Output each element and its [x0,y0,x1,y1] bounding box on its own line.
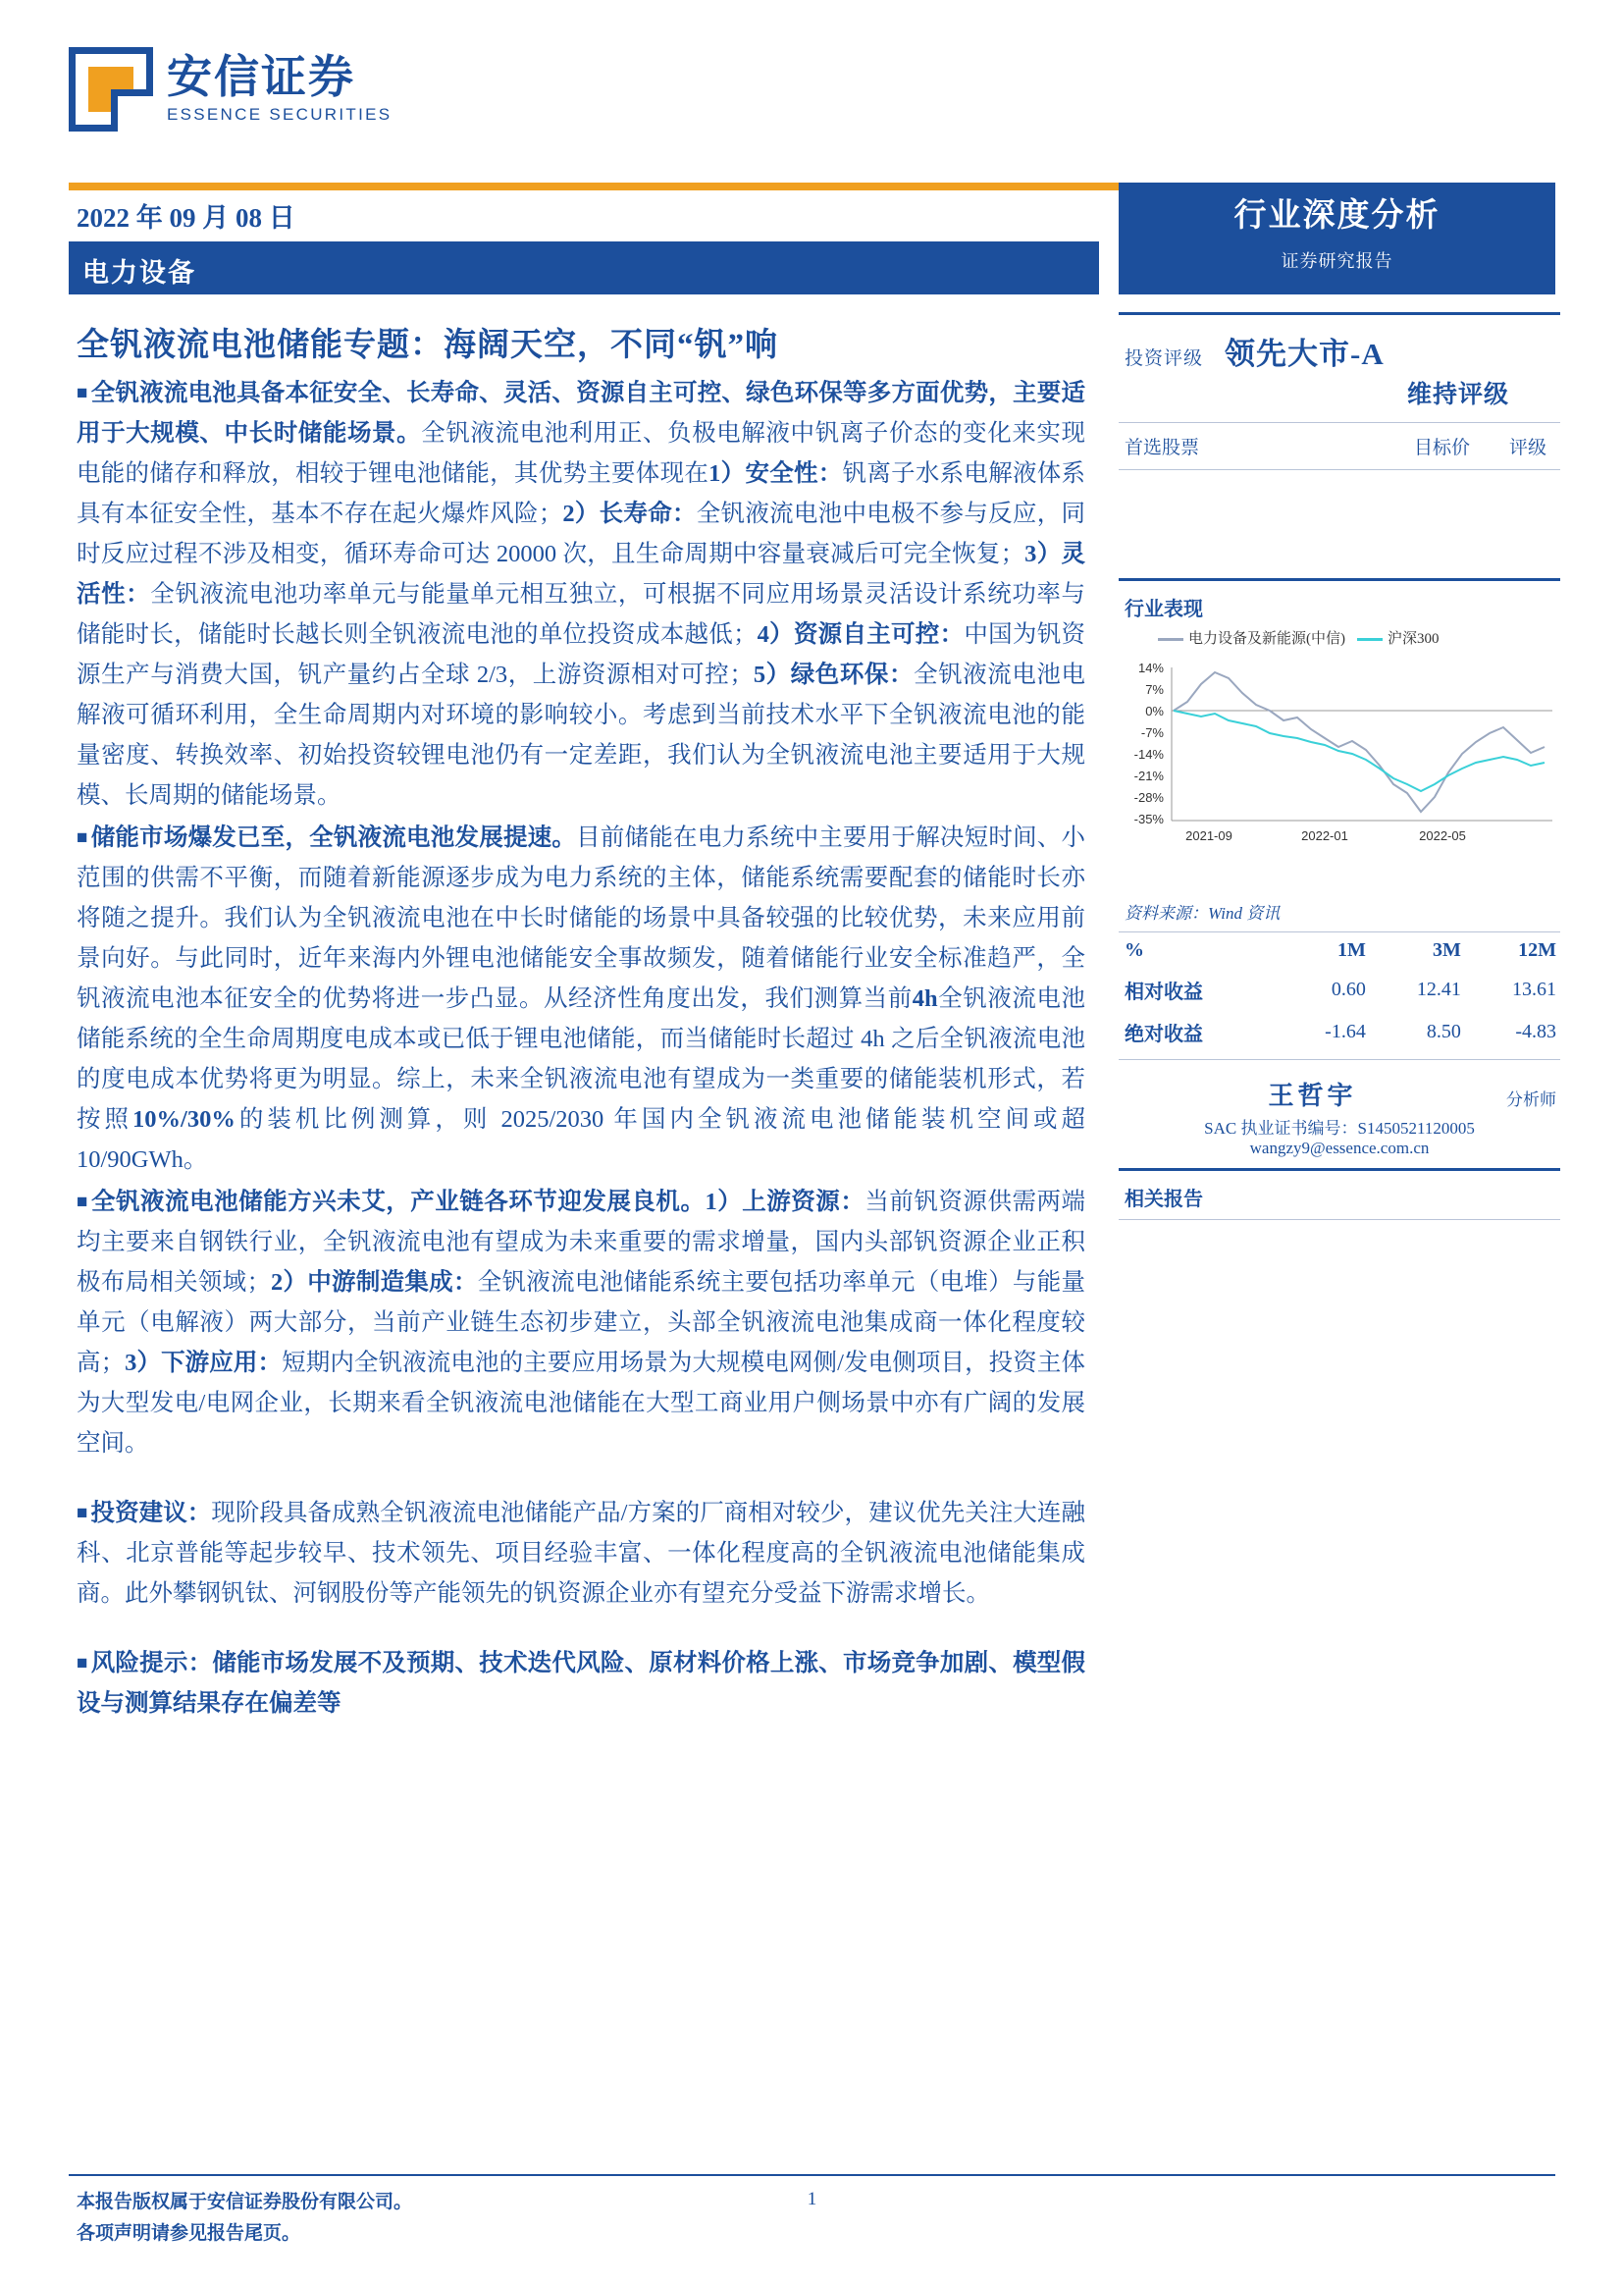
page-number: 1 [807,2189,817,2209]
footer-line-1: 本报告版权属于安信证券股份有限公司。 [77,2192,413,2212]
p2-b2: 10%/30% [132,1106,236,1133]
analyst-block [1119,1060,1560,1158]
analyst-email[interactable]: wangzy9@essence.com.cn [1249,1139,1430,1157]
rating-maintain: 维持评级 [1406,382,1509,408]
p1-rest-a: 全钒液流电池利用正、负极电解液中钒离子价态的变化来实现电能的储存和释放，相较于锂电池储能，其优势主要体现在 [77,420,1086,487]
p2-b1: 4h [912,985,938,1012]
divider [1119,1219,1560,1220]
returns-table [1119,932,1560,1053]
p4-text: 现阶段具备成熟全钒液流电池储能产品/方案的厂商相对较少，建议优先关注大连融科、北京普能等起步较早、技术领先、项目经验丰富、一体化程度高的全钒液流电池储能集成商。此外攀钢钒钛、河钢股份等产能领先的钒资源企业亦有望充分受益下游需求增长。 [77,1500,1085,1607]
p5-lead: ■ 风险提示： [77,1650,212,1676]
paragraph-5 [77,1643,1085,1724]
analyst-sac: SAC 执业证书编号：S1450521120005 [1204,1119,1475,1138]
top-picks-header [1119,423,1560,469]
sector-label: 电力设备 [82,258,196,288]
p1-t2: 全钒液流电池中电极不参与反应，同时反应过程不涉及相变，循环寿命可达 20000 次，且生命周期中容量衰减后可完全恢复； [77,501,1085,567]
p1-b1: 1）安全性： [708,460,843,487]
svg-text:2021-09: 2021-09 [1185,828,1232,843]
p1-t3: 全钒液流电池功率单元与能量单元相互独立，可根据不同应用场景灵活设计系统功率与储能时长，储能时长越长则全钒液流电池的单位投资成本越低； [77,581,1085,648]
report-date: 2022 年 09 月 08 日 [77,203,295,233]
table-row [1119,969,1560,1011]
p4-lead: ■ 投资建议： [77,1500,211,1526]
p1-t4: 中国为钒资源生产与消费大国，钒产量约占全球 2/3，上游资源相对可控； [77,621,1085,688]
svg-text:-21%: -21% [1133,769,1164,783]
svg-text:-14%: -14% [1133,747,1164,762]
svg-text:2022-05: 2022-05 [1419,828,1466,843]
absolute-3m: 8.50 [1426,1021,1461,1042]
row-label-relative: 相对收益 [1125,982,1203,1003]
p2-lead: ■ 储能市场爆发已至，全钒液流电池发展提速。 [77,824,576,851]
brand-name-cn: 安信证券 [167,51,355,102]
target-price-label: 目标价 [1413,438,1470,458]
rating-value: 领先大市-A [1225,337,1385,371]
table-row [1119,1011,1560,1053]
col-12m: 12M [1518,939,1556,961]
p3-t3: 短期内全钒液流电池的主要应用场景为大规模电网侧/发电侧项目，投资主体为大型发电/电网企业，长期来看全钒液流电池储能在大型工商业用户侧场景中亦有广阔的发展空间。 [77,1350,1085,1457]
paragraph-2 [77,818,1085,1180]
footer-line-2: 各项声明请参见报告尾页。 [77,2223,301,2244]
analyst-role: 分析师 [1506,1090,1556,1109]
industry-performance-chart [1119,650,1560,895]
report-subtype-label: 证券研究报告 [1281,251,1393,271]
p1-lead: ■ 全钒液流电池具备本征安全、长寿命、灵活、资源自主可控、绿色环保等多方面优势，主要适用于大规模、中长时储能场景。 [77,380,1085,447]
p3-t2: 全钒液流电池储能系统主要包括功率单元（电堆）与能量单元（电解液）两大部分，当前产业链生态初步建立，头部全钒液流电池集成商一体化程度较高； [77,1269,1085,1376]
p2-t1: 全钒液流电池储能系统的全生命周期度电成本或已低于锂电池储能，而当储能时长超过 4h 之后全钒液流电池的度电成本优势将更为明显。综上，未来全钒液流电池有望成为一类重要的储能装机形式，若按照 [77,985,1086,1133]
svg-text:7%: 7% [1145,682,1164,697]
paragraph-3 [77,1182,1085,1463]
col-3m: 3M [1433,939,1461,961]
svg-text:-35%: -35% [1133,812,1164,826]
rating-label: 投资评级 [1125,348,1204,369]
performance-title: 行业表现 [1125,599,1203,620]
p1-t1: 钒离子水系电解液体系具有本征安全性，基本不存在起火爆炸风险； [77,460,1086,527]
p2-rest: 目前储能在电力系统中主要用于解决短时间、小范围的供需不平衡，而随着新能源逐步成为电力系统的主体，储能系统需要配套的储能时长亦将随之提升。我们认为全钒液流电池在中长时储能的场景中具备较强的比较优势，未来应用前景向好。与此同时，近年来海内外锂电池储能安全事故频发，随着储能行业安全标准趋严，全钒液流电池本征安全的优势将进一步凸显。从经济性角度出发，我们测算当前 [77,824,1086,1012]
relative-1m: 0.60 [1331,979,1366,1000]
brand-logo [69,47,392,132]
p3-b2: 2）中游制造集成： [270,1269,478,1296]
svg-text:-28%: -28% [1133,790,1164,805]
footer-divider [69,2174,1555,2176]
sidebar [1119,312,1560,1220]
p1-b4: 4）资源自主可控： [757,621,965,648]
p5-text: 储能市场发展不及预期、技术迭代风险、原材料价格上涨、市场竞争加剧、模型假设与测算结果存在偏差等 [77,1650,1086,1717]
table-header-row [1119,932,1560,969]
p1-t5: 全钒液流电池电解液可循环利用，全生命周期内对环境的影响较小。考虑到当前技术水平下全钒液流电池的能量密度、转换效率、初始投资较锂电池仍有一定差距，我们认为全钒液流电池主要适用于大规模、长周期的储能场景。 [77,662,1085,809]
brand-name-en: ESSENCE SECURITIES [167,105,393,125]
legend-item-industry: 电力设备及新能源(中信) [1158,627,1345,648]
relative-3m: 12.41 [1416,979,1461,1000]
rating-col-label: 评级 [1508,438,1546,458]
report-type-banner [1119,183,1555,241]
svg-text:14%: 14% [1137,661,1164,675]
related-reports-title: 相关报告 [1125,1189,1203,1210]
paragraph-1 [77,373,1085,816]
col-pct: % [1125,939,1144,961]
col-1m: 1M [1336,939,1366,961]
chart-svg [1119,650,1560,866]
relative-12m: 13.61 [1512,979,1556,1000]
chart-legend [1119,627,1560,648]
chart-source-note: 资料来源：Wind 资讯 [1125,904,1281,923]
report-body [77,373,1085,1724]
absolute-12m: -4.83 [1515,1021,1556,1042]
logo-mark-icon [69,47,153,132]
p1-b3: 3）灵活性： [77,541,1085,608]
svg-text:2022-01: 2022-01 [1301,828,1348,843]
svg-text:-7%: -7% [1140,725,1164,740]
p1-b2: 2）长寿命： [562,501,697,527]
row-label-absolute: 绝对收益 [1125,1024,1203,1045]
p3-t1: 当前钒资源供需两端均主要来自钢铁行业，全钒液流电池有望成为未来重要的需求增量，国内头部钒资源企业正积极布局相关领域； [77,1189,1086,1296]
absolute-1m: -1.64 [1325,1021,1366,1042]
analyst-name: 王哲宇 [1268,1082,1357,1110]
report-type-label: 行业深度分析 [1233,197,1441,234]
p3-b3: 3）下游应用： [125,1350,283,1376]
sector-band [69,241,1099,294]
p3-lead: ■ 全钒液流电池储能方兴未艾，产业链各环节迎发展良机。1）上游资源： [77,1189,864,1215]
legend-item-hs300: 沪深300 [1357,627,1440,648]
p2-t2: 的装机比例测算，则 2025/2030 年国内全钒液流电池储能装机空间或超 10/90GWh。 [77,1106,1085,1173]
top-picks-label: 首选股票 [1125,438,1200,458]
svg-text:0%: 0% [1145,704,1164,718]
investment-rating [1119,315,1560,373]
page-title: 全钒液流电池储能专题：海阔天空，不同“钒”响 [77,328,778,363]
paragraph-4 [77,1493,1085,1614]
p1-b5: 5）绿色环保： [753,662,915,688]
